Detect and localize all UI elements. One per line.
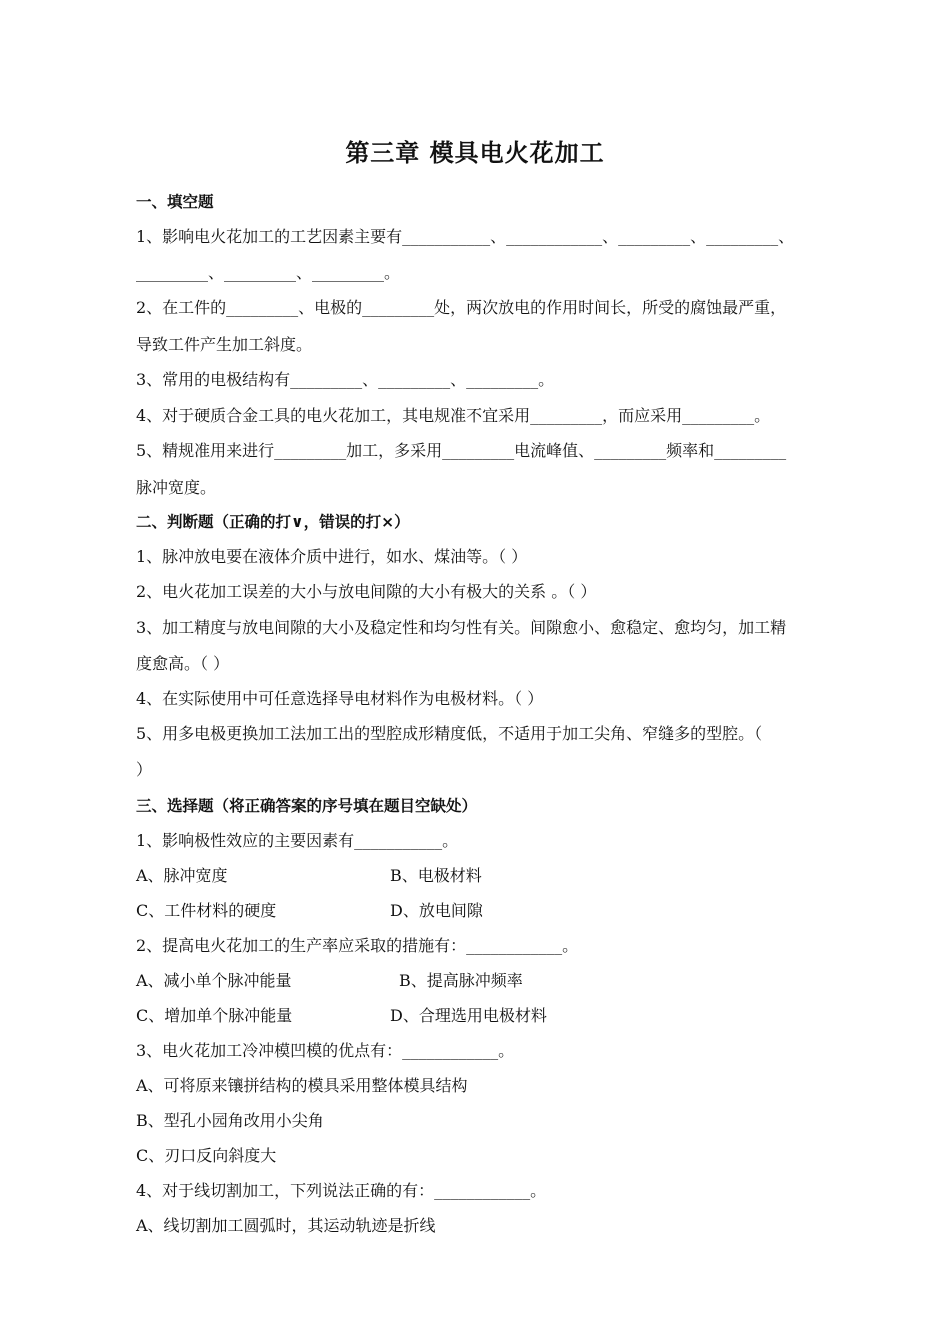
fill-line-2: _________、_________、_________。 [136, 263, 401, 282]
judge-line-7: ） [136, 760, 153, 779]
choice-q4: 4、对于线切割加工，下列说法正确的有：____________。 [136, 1181, 547, 1200]
choice-q1-option-d: D、放电间隙 [390, 901, 483, 920]
choice-q1: 1、影响极性效应的主要因素有___________。 [136, 831, 459, 850]
choice-q4-option-a: A、线切割加工圆弧时，其运动轨迹是折线 [136, 1216, 436, 1235]
fill-line-7: 5、精规准用来进行_________加工，多采用_________电流峰值、_________频率和_________ [136, 441, 787, 460]
fill-line-1: 1、影响电火花加工的工艺因素主要有___________、____________、_________、_________、 [136, 227, 795, 246]
choice-q1-option-b: B、电极材料 [390, 866, 482, 885]
choice-q3-option-b: B、型孔小园角改用小尖角 [136, 1111, 324, 1130]
choice-q3-option-c: C、刃口反向斜度大 [136, 1146, 277, 1165]
fill-line-5: 3、常用的电极结构有_________、_________、_________。 [136, 370, 555, 389]
fill-line-6: 4、对于硬质合金工具的电火花加工，其电规准不宜采用_________，而应采用_________。 [136, 406, 771, 425]
fill-line-4: 导致工件产生加工斜度。 [136, 335, 313, 354]
judge-line-1: 1、脉冲放电要在液体介质中进行，如水、煤油等。（ ） [136, 547, 528, 566]
section-heading-choice: 三、选择题（将正确答案的序号填在题目空缺处） [136, 797, 478, 815]
choice-q2-option-b: B、提高脉冲频率 [399, 971, 523, 990]
fill-line-8: 脉冲宽度。 [136, 478, 217, 497]
choice-q3-option-a: A、可将原来镶拼结构的模具采用整体模具结构 [136, 1076, 468, 1095]
choice-q2-option-d: D、合理选用电极材料 [390, 1006, 547, 1025]
fill-line-3: 2、在工件的_________、电极的_________处，两次放电的作用时间长，所受的腐蚀最严重， [136, 298, 787, 317]
judge-line-3: 3、加工精度与放电间隙的大小及稳定性和均匀性有关。间隙愈小、愈稳定、愈均匀，加工精 [136, 618, 787, 637]
choice-q2: 2、提高电火花加工的生产率应采取的措施有：____________。 [136, 936, 579, 955]
judge-line-5: 4、在实际使用中可任意选择导电材料作为电极材料。（ ） [136, 689, 544, 708]
choice-q2-option-a: A、减小单个脉冲能量 [136, 971, 292, 990]
chapter-title: 第三章 模具电火花加工 [345, 139, 605, 167]
choice-q2-option-c: C、增加单个脉冲能量 [136, 1006, 293, 1025]
judge-line-6: 5、用多电极更换加工法加工出的型腔成形精度低，不适用于加工尖角、窄缝多的型腔。（ [136, 724, 763, 743]
choice-q3: 3、电火花加工冷冲模凹模的优点有：____________。 [136, 1041, 515, 1060]
section-heading-fill: 一、填空题 [136, 193, 214, 211]
choice-q1-option-a: A、脉冲宽度 [136, 866, 228, 885]
section-heading-judge: 二、判断题（正确的打∨，错误的打×） [136, 513, 410, 531]
choice-q1-option-c: C、工件材料的硬度 [136, 901, 277, 920]
judge-line-4: 度愈高。（ ） [136, 654, 230, 673]
judge-line-2: 2、电火花加工误差的大小与放电间隙的大小有极大的关系 。（ ） [136, 582, 597, 601]
